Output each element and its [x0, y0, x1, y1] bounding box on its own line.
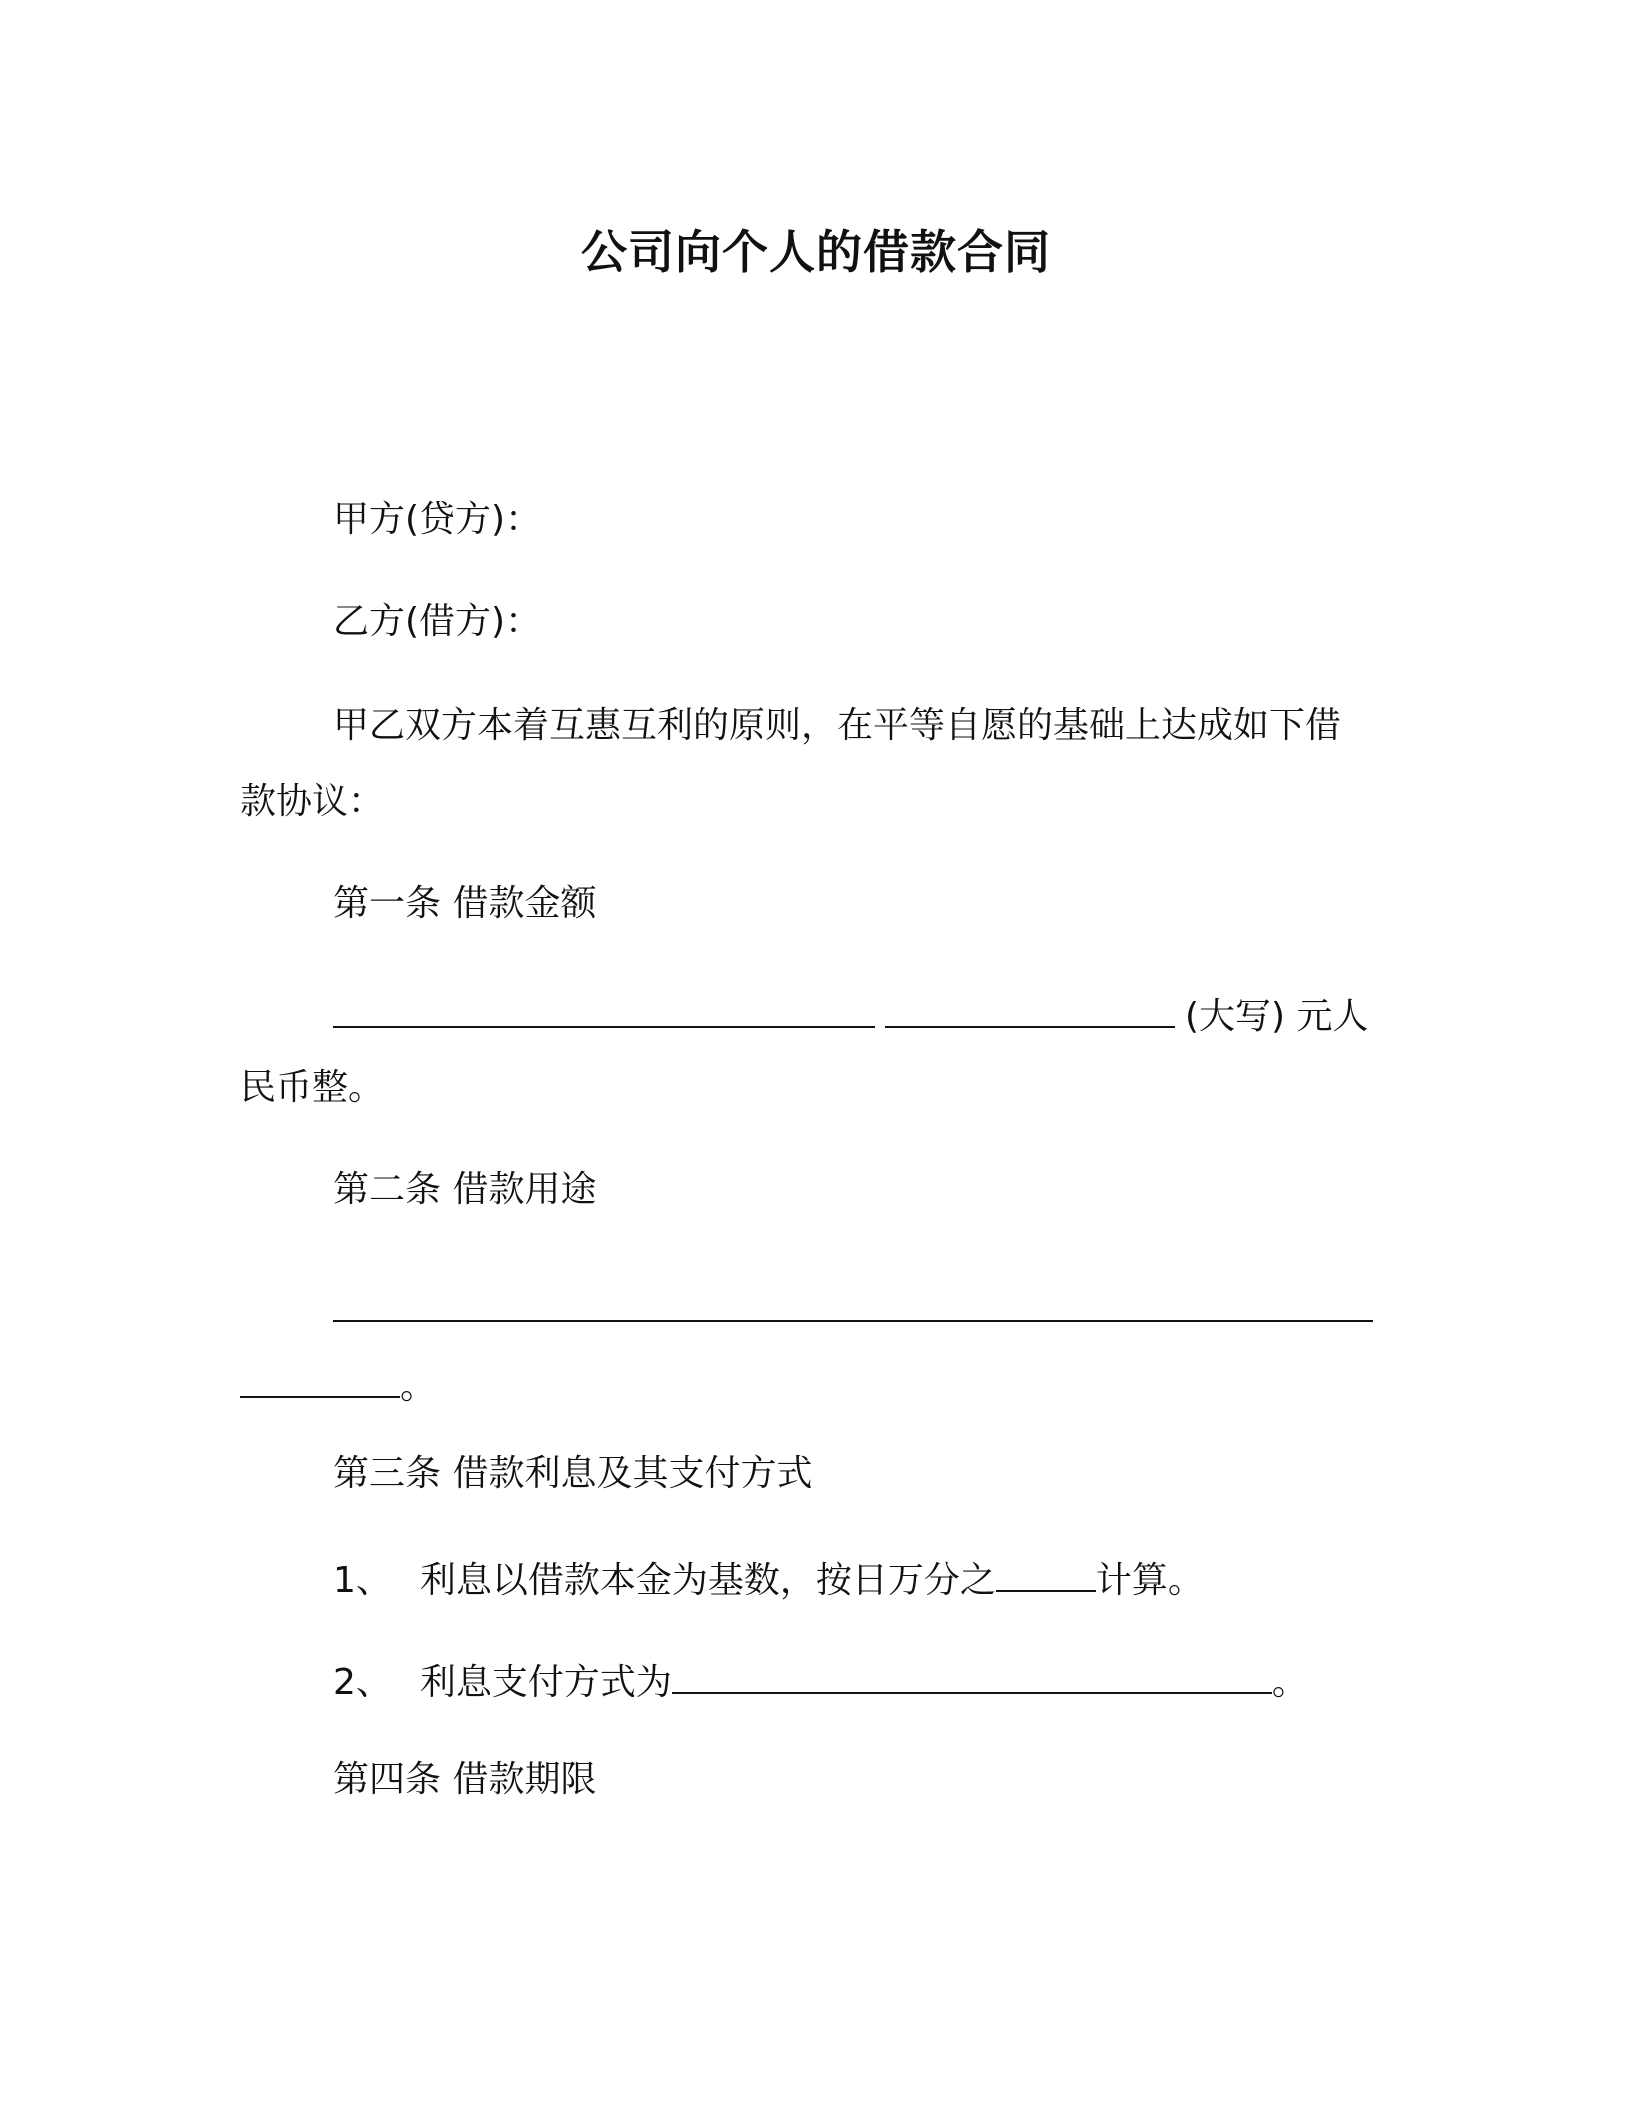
- party-a-label: 甲方(贷方)：: [333, 499, 542, 540]
- item-1-text: 利息以借款本金为基数，按日万分之: [419, 1560, 996, 1601]
- article-2-purpose-row-2: [240, 1360, 436, 1411]
- item-1-end: 计算。: [1095, 1560, 1204, 1601]
- article-2-purpose-row: [333, 1284, 1373, 1335]
- preamble-line-2: 款协议：: [240, 781, 385, 822]
- purpose-end-mark: 。: [400, 1366, 437, 1407]
- amount-blank: [333, 990, 875, 1028]
- article-2-title: 第二条 借款用途: [333, 1169, 597, 1210]
- article-4-title: 第四条 借款期限: [333, 1759, 597, 1800]
- article-1-amount-row: [333, 990, 1369, 1041]
- amount-capital-label: (大写) 元人: [1185, 996, 1369, 1037]
- item-2-number: 2、: [333, 1662, 392, 1703]
- party-b-label: 乙方(借方)：: [333, 601, 542, 642]
- article-3-item-1: [333, 1554, 1204, 1605]
- item-1-number: 1、: [333, 1560, 392, 1601]
- interest-rate-blank: [996, 1554, 1096, 1592]
- item-2-text: 利息支付方式为: [419, 1662, 672, 1703]
- amount-blank-2: [885, 990, 1175, 1028]
- article-1-title: 第一条 借款金额: [333, 883, 597, 924]
- article-1-line-2: 民币整。: [240, 1067, 385, 1108]
- preamble-line-1: 甲乙双方本着互惠互利的原则，在平等自愿的基础上达成如下借: [333, 705, 1342, 746]
- purpose-blank-2: [240, 1360, 400, 1398]
- item-2-end: 。: [1271, 1662, 1308, 1703]
- purpose-blank: [333, 1284, 1373, 1322]
- article-3-title: 第三条 借款利息及其支付方式: [333, 1453, 813, 1494]
- payment-method-blank: [672, 1656, 1272, 1694]
- article-3-item-2: [333, 1656, 1308, 1707]
- document-title: 公司向个人的借款合同: [581, 225, 1051, 279]
